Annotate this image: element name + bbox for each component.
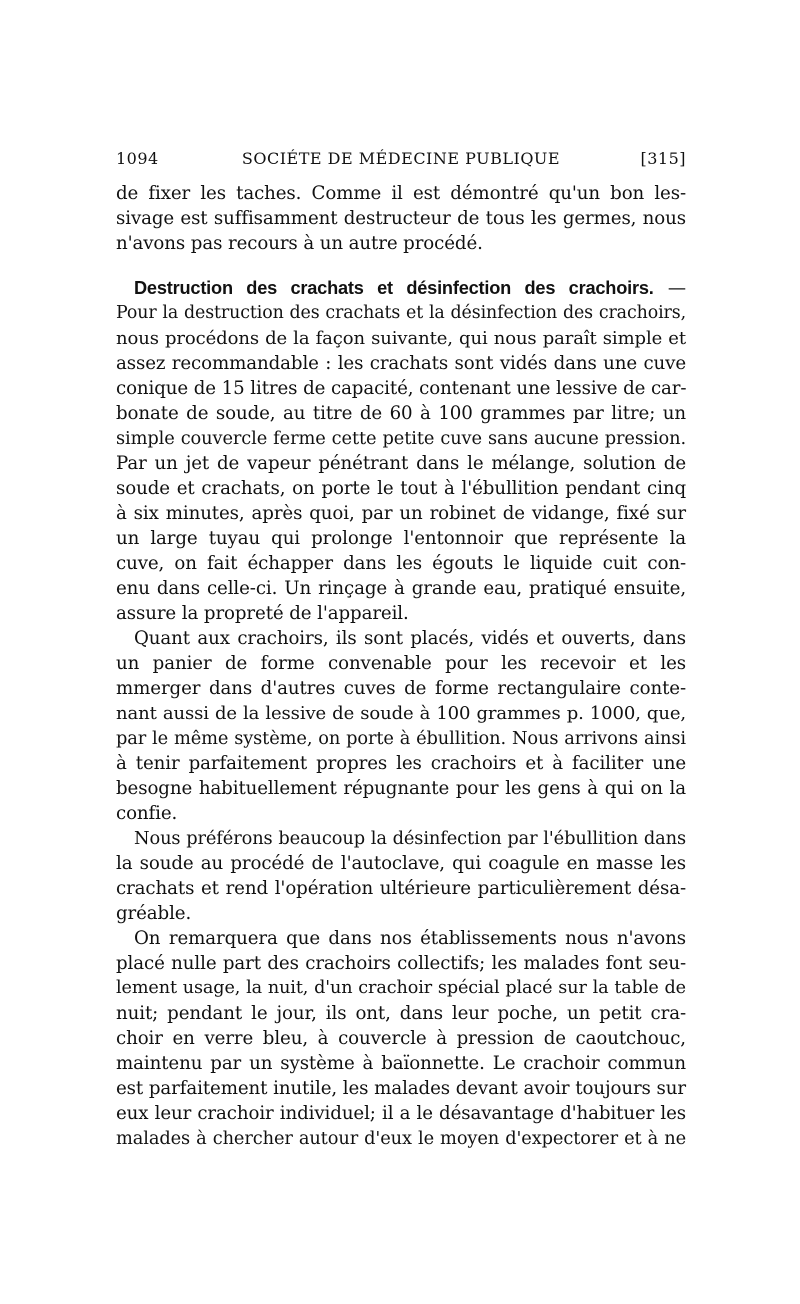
text-line: soude et crachats, on porte le tout à l'ébullition pendant cinq — [116, 478, 686, 499]
section-heading-line — [116, 276, 686, 301]
text-line: simple couvercle ferme cette petite cuve sans aucune pression. — [116, 428, 686, 449]
section-dash: — — [667, 278, 686, 299]
book-page — [116, 146, 686, 1151]
text-line: enu dans celle-ci. Un rinçage à grande eau, pratiqué ensuite, — [116, 578, 686, 599]
text-line: crachats et rend l'opération ultérieure particulièrement désa- — [116, 878, 686, 899]
text-line: à six minutes, après quoi, par un robinet de vidange, fixé sur — [116, 503, 686, 524]
text-line: Pour la destruction des crachats et la désinfection des crachoirs, — [116, 303, 686, 323]
paragraph-2 — [116, 276, 686, 626]
running-header — [116, 146, 686, 172]
text-line: confie. — [116, 803, 178, 824]
paragraph-1 — [116, 181, 686, 256]
text-line: nuit; pendant le jour, ils ont, dans leur poche, un petit cra- — [116, 1003, 686, 1024]
text-line: gréable. — [116, 903, 192, 924]
text-line: un large tuyau qui prolonge l'entonnoir que représente la — [116, 528, 686, 549]
paragraph-5 — [116, 926, 686, 1151]
text-line: eux leur crachoir individuel; il a le désavantage d'habituer les — [116, 1103, 686, 1124]
text-line: lement usage, la nuit, d'un crachoir spécial placé sur la table de — [116, 978, 686, 998]
text-line: nous procédons de la façon suivante, qui nous paraît simple et — [116, 328, 686, 349]
text-line: On remarquera que dans nos établissements nous n'avons — [134, 928, 686, 949]
text-line: de fixer les taches. Comme il est démontré qu'un bon les- — [116, 183, 686, 204]
page-number: 1094 — [116, 149, 159, 168]
text-line: conique de 15 litres de capacité, contenant une lessive de car- — [116, 378, 687, 399]
text-line: sivage est suffisamment destructeur de tous les germes, nous — [116, 208, 686, 229]
section-title: Destruction des crachats et désinfection des crachoirs. — [134, 278, 654, 298]
text-line: la soude au procédé de l'autoclave, qui coagule en masse les — [116, 853, 686, 874]
text-line: choir en verre bleu, à couvercle à pression de caoutchouc, — [116, 1028, 686, 1049]
text-line: un panier de forme convenable pour les recevoir et les — [116, 653, 686, 674]
text-line: assure la propreté de l'appareil. — [116, 603, 409, 624]
text-line: Quant aux crachoirs, ils sont placés, vidés et ouverts, dans — [134, 628, 686, 649]
paragraph-3 — [116, 626, 686, 826]
text-line: malades à chercher autour d'eux le moyen d'expectorer et à ne — [116, 1128, 686, 1149]
running-title: SOCIÉTE DE MÉDECINE PUBLIQUE — [241, 149, 561, 168]
text-line: Par un jet de vapeur pénétrant dans le mélange, solution de — [116, 453, 686, 474]
text-line: est parfaitement inutile, les malades devant avoir toujours sur — [116, 1078, 686, 1099]
text-line: assez recommandable : les crachats sont vidés dans une cuve — [116, 353, 686, 374]
text-line: bonate de soude, au titre de 60 à 100 grammes par litre; un — [116, 403, 686, 424]
text-line: mmerger dans d'autres cuves de forme rectangulaire conte- — [116, 678, 686, 699]
text-line: cuve, on fait échapper dans les égouts le liquide cuit con- — [116, 553, 686, 574]
text-line: Nous préférons beaucoup la désinfection par l'ébullition dans — [134, 828, 686, 849]
text-line: nant aussi de la lessive de soude à 100 grammes p. 1000, que, — [116, 703, 686, 724]
text-line: à tenir parfaitement propres les crachoirs et à faciliter une — [116, 753, 686, 774]
bracket-page-number: [315] — [640, 149, 686, 168]
text-line: n'avons pas recours à un autre procédé. — [116, 233, 483, 254]
text-line: par le même système, on porte à ébullition. Nous arrivons ainsi — [116, 728, 686, 749]
text-line: placé nulle part des crachoirs collectifs; les malades font seu- — [116, 953, 686, 974]
text-line: besogne habituellement répugnante pour les gens à qui on la — [116, 778, 686, 799]
paragraph-4 — [116, 826, 686, 926]
text-line: maintenu par un système à baïonnette. Le crachoir commun — [116, 1053, 686, 1074]
